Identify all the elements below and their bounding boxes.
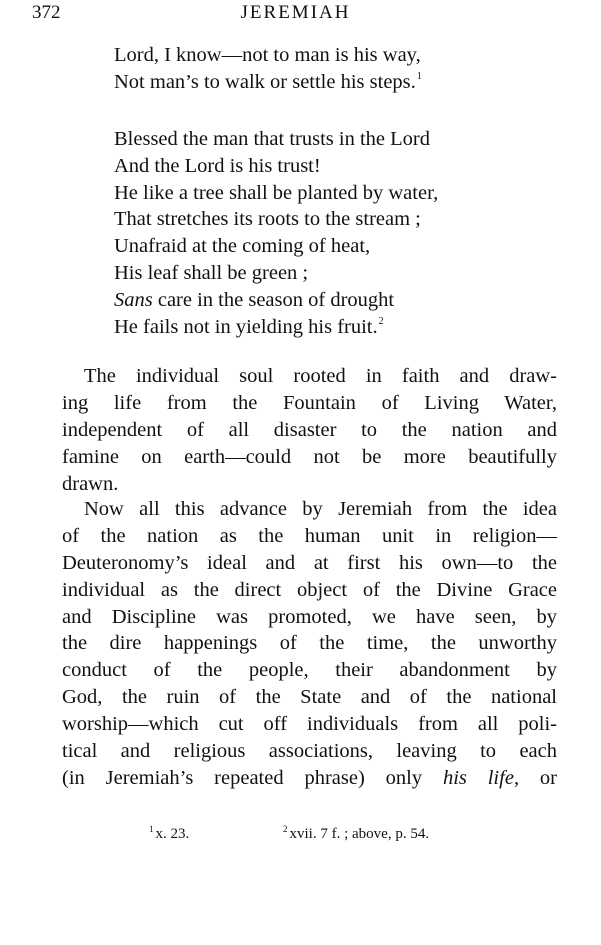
page-number: 372	[32, 2, 61, 23]
italic-word: Sans	[114, 288, 153, 311]
text-line: drawn.	[62, 472, 119, 495]
verse-line: He fails not in yielding his fruit.$^2$	[114, 315, 384, 338]
text-line: famine on earth—could not be more beautifully	[62, 445, 557, 468]
footnote-mark: 1	[149, 824, 154, 834]
verse-line: Not man’s to walk or settle his steps.$^1$	[114, 70, 422, 93]
running-head: JEREMIAH	[240, 2, 351, 23]
verse-stanza-1	[114, 42, 422, 96]
italic-phrase: his life	[442, 766, 514, 789]
paragraph-2	[62, 496, 557, 792]
verse-line: That stretches its roots to the stream ;	[114, 208, 421, 231]
verse-line: Blessed the man that trusts in the Lord	[114, 128, 430, 150]
footnote-marker: 1	[416, 70, 422, 82]
text-line: (in Jeremiah’s repeated phrase) only his life, or	[62, 766, 558, 789]
text-line: worship—which cut off individuals from all poli-	[62, 713, 557, 736]
text-line: conduct of the people, their abandonment by	[62, 659, 557, 682]
text-line: individual as the direct object of the Divine Grace	[62, 578, 557, 601]
text-line: Now all this advance by Jeremiah from the idea	[84, 498, 557, 520]
verse-line: Unafraid at the coming of heat,	[114, 235, 371, 258]
text-line: God, the ruin of the State and of the national	[62, 686, 557, 709]
footnote-mark: 2	[283, 824, 288, 834]
text-line: The individual soul rooted in faith and draw-	[84, 365, 557, 387]
footnote-2: $^2$ xvii. 7 f. ; above, p. 54.	[283, 824, 430, 842]
text-line: of the nation as the human unit in religion—	[62, 524, 557, 547]
page-header	[32, 2, 559, 28]
footnote-1: $^1$ x. 23.	[149, 824, 190, 842]
footnote-marker: 2	[378, 315, 384, 327]
text-line: and Discipline was promoted, we have seen, by	[62, 605, 557, 628]
text-line: tical and religious associations, leaving to each	[62, 740, 557, 763]
verse-line: And the Lord is his trust!	[114, 154, 321, 177]
verse-line: Sans care in the season of drought	[114, 288, 395, 311]
text-line: the dire happenings of the time, the unworthy	[62, 632, 557, 655]
verse-line: He like a tree shall be planted by water,	[114, 181, 439, 204]
text-line: independent of all disaster to the nation and	[62, 418, 557, 441]
verse-line: Lord, I know—not to man is his way,	[114, 44, 421, 66]
verse-stanza-2	[114, 126, 438, 340]
text-line: Deuteronomy’s ideal and at first his own—to the	[62, 551, 557, 574]
verse-line: His leaf shall be green ;	[114, 261, 309, 284]
text-line: ing life from the Fountain of Living Water,	[62, 391, 557, 414]
paragraph-1	[62, 363, 557, 497]
